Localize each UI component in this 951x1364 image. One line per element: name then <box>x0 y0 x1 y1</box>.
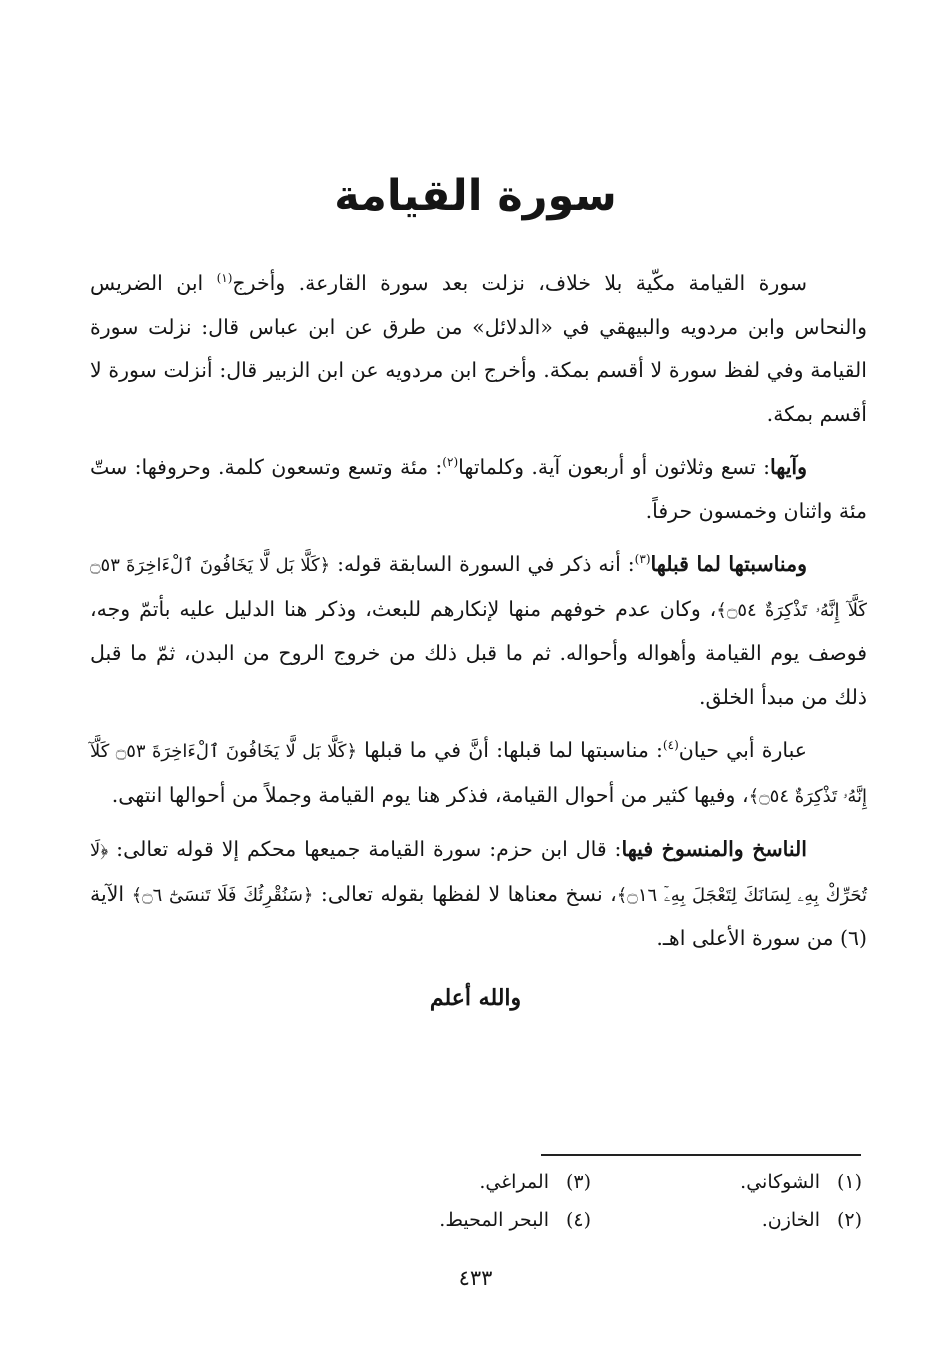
relation-text: : أنه ذكر في السورة السابقة قوله: <box>330 552 635 576</box>
verses-text-cont: : مئة وتسع وتسعون كلمة. وحروفها: ستّ مئة واثنان وخمسون حرفاً. <box>90 455 867 523</box>
body-text <box>90 262 867 971</box>
footnote-ref-3: (٣) <box>634 552 651 567</box>
footnote-number: (٢) <box>836 1209 862 1231</box>
verses-text: : تسع وثلاثون أو أربعون آية. وكلماتها <box>458 455 770 479</box>
footnote-divider <box>541 1154 861 1156</box>
quran-quote: ﴿سَنُقْرِئُكَ فَلَا تَنسَىٰٓ ۝٦﴾ <box>131 884 314 906</box>
footnote-number: (١) <box>836 1171 862 1193</box>
footnote-item <box>320 1204 591 1236</box>
footnote-text: الخازن. <box>761 1209 820 1231</box>
footnote-ref-2: (٢) <box>442 455 459 470</box>
verses-count-paragraph <box>90 446 867 533</box>
abu-hayyan-text-mid: : مناسبتها لما قبلها: أنَّ في ما قبلها <box>357 738 663 762</box>
abrogation-text: : قال ابن حزم: سورة القيامة جميعها محكم إلا قوله تعالى: <box>108 837 622 861</box>
abu-hayyan-paragraph <box>90 729 867 818</box>
closing-phrase: والله أعلم <box>429 985 522 1011</box>
footnote-text: المراغي. <box>479 1171 549 1193</box>
quran-quote: ﴿لَا تُحَرِّكْ بِهِۦ لِسَانَكَ لِتَعْجَلَ بِهِۦٓ ۝١٦﴾ <box>90 840 868 906</box>
abrogation-paragraph <box>90 828 867 961</box>
surah-title: سورة القيامة <box>334 171 617 221</box>
intro-text: سورة القيامة مكّية بلا خلاف، نزلت بعد سورة القارعة. وأخرج <box>232 271 807 295</box>
footnote-ref-1: (١) <box>216 271 233 286</box>
page-number: ٤٣٣ <box>458 1266 493 1290</box>
abu-hayyan-text-cont: ، وفيها كثير من أحوال القيامة، فذكر هنا يوم القيامة وجملاً من أحوالها انتهى. <box>111 782 749 807</box>
abrogation-lead: الناسخ والمنسوخ فيها <box>621 837 807 861</box>
footnote-ref-4: (٤) <box>662 738 679 753</box>
intro-paragraph <box>90 262 867 436</box>
footnote-number: (٤) <box>565 1209 591 1231</box>
footnote-item <box>591 1166 862 1198</box>
footnote-item <box>320 1166 591 1198</box>
relation-lead: ومناسبتها لما قبلها <box>650 552 807 576</box>
verses-lead: وآيها <box>770 455 807 479</box>
abrogation-text-mid: ، نسخ معناها لا لفظها بقوله تعالى: <box>313 881 617 906</box>
intro-text-cont: ابن الضريس والنحاس وابن مردويه والبيهقي في «الدلائل» من طرق عن ابن عباس قال: نزلت سورة القيامة وفي لفظ سورة لا أقسم بمكة. وأخرج ابن مردويه عن ابن الزبير قال: أنزلت سورة لا أقسم بمكة. <box>90 271 867 426</box>
relation-paragraph <box>90 543 867 719</box>
quran-quote: ﴿كَلَّا بَل لَّا يَخَافُونَ ٱلْءَاخِرَةَ ۝٥٣ كَلَّآ إِنَّهُۥ تَذْكِرَةٌ ۝٥٤﴾ <box>90 741 867 807</box>
footnote-text: البحر المحيط. <box>439 1209 549 1231</box>
footnote-number: (٣) <box>565 1171 591 1193</box>
footnote-text: الشوكاني. <box>740 1171 820 1193</box>
footnote-item <box>591 1204 862 1236</box>
relation-text-cont: ، وكان عدم خوفهم منها لإنكارهم للبعث، وذكر هنا الدليل عليه بأتمّ وجه، فوصف يوم القيامة وأهواله وأحواله. ثم ما قبل ذلك من خروج الروح من البدن، ثمّ ما قبل ذلك من مبدأ الخلق. <box>90 596 867 709</box>
abrogation-text-cont: الآية (٦) من سورة الأعلى اهـ. <box>90 881 867 950</box>
quran-quote: ﴿كَلَّا بَل لَّا يَخَافُونَ ٱلْءَاخِرَةَ ۝٥٣ كَلَّآ إِنَّهُۥ تَذْكِرَةٌ ۝٥٤﴾ <box>90 555 868 621</box>
abu-hayyan-text: عبارة أبي حيان <box>678 738 808 762</box>
footnotes <box>320 1166 862 1236</box>
